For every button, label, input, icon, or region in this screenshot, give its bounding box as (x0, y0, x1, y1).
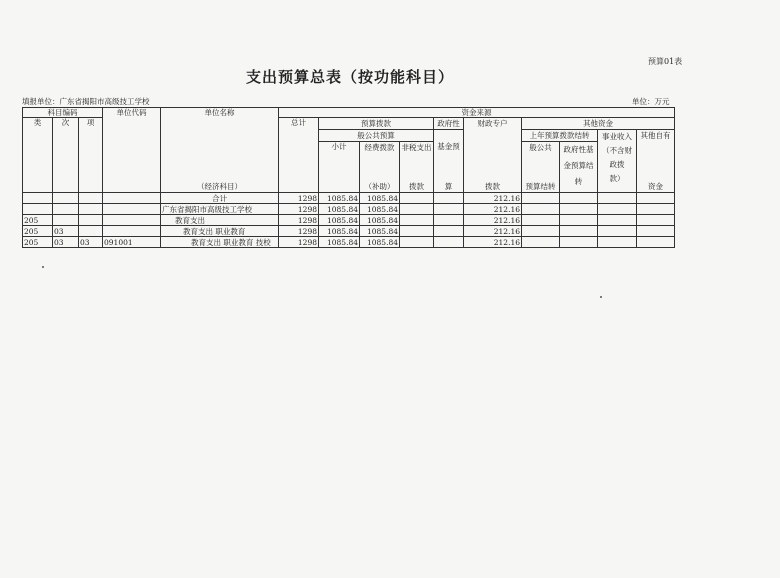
currency-unit: 单位：万元 (632, 97, 670, 106)
prior-general-public-header (522, 142, 560, 193)
gov-fund-small-label-1: 政府性基 (563, 145, 594, 154)
subject-kuan-cell (53, 215, 79, 226)
nontax-cell (400, 215, 434, 226)
subject-xiang-cell (79, 193, 103, 204)
economic-appropriation-cell: 1085.84 (360, 237, 400, 248)
gov-fund-label-3: 算 (444, 182, 453, 191)
total-cell: 1298 (279, 204, 319, 215)
unit-name-cell: 教育支出 (161, 215, 279, 226)
fiscal-special-header (464, 118, 522, 193)
prior-general-public-cell (522, 193, 560, 204)
subject-kuan-cell (53, 193, 79, 204)
unit-code-cell (103, 215, 161, 226)
business-income-label-1: 事业收入 (602, 132, 632, 141)
other-income-cell (637, 237, 675, 248)
page-title: 支出预算总表（按功能科目） (245, 68, 454, 86)
econ-subject-label: （经济科目） (197, 182, 242, 191)
table-row (23, 204, 675, 215)
subject-code-header: 科目编码 (23, 108, 103, 118)
gov-fund-cell (434, 193, 464, 204)
subtotal-cell: 1085.84 (319, 193, 360, 204)
other-income-cell (637, 204, 675, 215)
prior-year-balance-header: 上年预算拨款结转 (522, 130, 598, 142)
data-rows (23, 193, 675, 248)
gov-fund-small-label-2: 金预算结 (563, 161, 594, 170)
unit-code-cell (103, 226, 161, 237)
general-public-budget-header: 般公共预算 (319, 130, 434, 142)
subject-xiang-cell (79, 204, 103, 215)
gov-fund-small-label-3: 转 (574, 177, 583, 186)
business-income-cell (598, 204, 637, 215)
fiscal-special-label: 财政专户 (477, 119, 508, 128)
table-row (23, 193, 675, 204)
unit-code-cell: 091001 (103, 237, 161, 248)
economic-appropriation-cell: 1085.84 (360, 226, 400, 237)
header-row-1 (23, 108, 675, 118)
page-code: 预算01表 (648, 57, 683, 66)
gov-fund-cell (434, 204, 464, 215)
subtotal-header: 小计 (319, 142, 360, 193)
reporting-unit: 填报单位：广东省揭阳市高级技工学校 (22, 97, 150, 106)
subsidy-label: （补助） (364, 182, 395, 191)
subtotal-cell: 1085.84 (319, 237, 360, 248)
subject-lei-cell (23, 204, 53, 215)
fiscal-special-cell: 212.16 (464, 193, 522, 204)
other-funds-header: 其他资金 (522, 118, 675, 130)
gov-fund-label-2: 基金预 (437, 142, 460, 151)
total-cell: 1298 (279, 226, 319, 237)
fiscal-special-cell: 212.16 (464, 204, 522, 215)
prior-general-public-cell (522, 237, 560, 248)
business-income-label-4: 款） (609, 174, 625, 183)
fund-source-header: 资金来源 (279, 108, 675, 118)
budget-balance-label: 预算结转 (525, 182, 556, 191)
unit-name-cell: 教育支出 职业教育 技校 (161, 237, 279, 248)
subject-xiang-cell (79, 215, 103, 226)
kuan-header: 次 (53, 118, 79, 193)
economic-appropriation-header (360, 142, 400, 193)
nontax-cell (400, 237, 434, 248)
table-row (23, 215, 675, 226)
economic-appropriation-cell: 1085.84 (360, 215, 400, 226)
budget-table (22, 107, 675, 248)
economic-appropriation-cell: 1085.84 (360, 204, 400, 215)
prior-gov-fund-cell (560, 193, 598, 204)
scan-speck (600, 296, 602, 298)
fiscal-special-cell: 212.16 (464, 215, 522, 226)
total-header: 总计 (279, 118, 319, 193)
business-income-cell (598, 215, 637, 226)
economic-appropriation-label: 经费拨款 (364, 143, 395, 152)
budget-appropriation-header: 预算拨款 (319, 118, 434, 130)
table-row (23, 237, 675, 248)
business-income-cell (598, 193, 637, 204)
nontax-cell (400, 193, 434, 204)
subtotal-cell: 1085.84 (319, 226, 360, 237)
prior-general-public-cell (522, 215, 560, 226)
prior-general-public-cell (522, 226, 560, 237)
gov-fund-cell (434, 237, 464, 248)
subject-lei-cell: 205 (23, 226, 53, 237)
prior-general-public-cell (522, 204, 560, 215)
subject-lei-cell: 205 (23, 215, 53, 226)
nontax-cell (400, 226, 434, 237)
prior-gov-fund-header (560, 142, 598, 193)
subject-kuan-cell: 03 (53, 226, 79, 237)
nontax-cell (400, 204, 434, 215)
unit-code-cell (103, 193, 161, 204)
prior-gov-fund-cell (560, 204, 598, 215)
general-public-small-label: 般公共 (529, 143, 552, 152)
business-income-label-2: （不含财 (602, 146, 632, 155)
business-income-cell (598, 226, 637, 237)
unit-code-header: 单位代码 (103, 108, 161, 193)
total-cell: 1298 (279, 237, 319, 248)
xiang-header: 项 (79, 118, 103, 193)
economic-appropriation-cell: 1085.84 (360, 193, 400, 204)
prior-gov-fund-cell (560, 215, 598, 226)
gov-fund-cell (434, 226, 464, 237)
total-cell: 1298 (279, 193, 319, 204)
subject-lei-cell (23, 193, 53, 204)
subject-xiang-cell (79, 226, 103, 237)
unit-name-cell: 广东省揭阳市高级技工学校 (161, 204, 279, 215)
subtotal-cell: 1085.84 (319, 215, 360, 226)
subject-xiang-cell: 03 (79, 237, 103, 248)
unit-name-cell: 合计 (161, 193, 279, 204)
gov-fund-cell (434, 215, 464, 226)
unit-name-label: 单位名称 (204, 108, 235, 117)
other-income-label-top: 其他自有 (640, 131, 671, 140)
other-income-header (637, 130, 675, 193)
prior-gov-fund-cell (560, 237, 598, 248)
scan-speck (42, 266, 44, 268)
business-income-cell (598, 237, 637, 248)
subject-lei-cell: 205 (23, 237, 53, 248)
lei-header: 类 (23, 118, 53, 193)
gov-fund-header (434, 130, 464, 193)
nontax-label-top: 非税支出 (401, 143, 432, 152)
nontax-label-bottom: 拨款 (409, 182, 424, 191)
gov-fund-header-top: 政府性 (434, 118, 464, 130)
subtotal-cell: 1085.84 (319, 204, 360, 215)
unit-name-header (161, 108, 279, 193)
total-cell: 1298 (279, 215, 319, 226)
fiscal-special-cell: 212.16 (464, 237, 522, 248)
unit-name-cell: 教育支出 职业教育 (161, 226, 279, 237)
nontax-header (400, 142, 434, 193)
fiscal-special-cell: 212.16 (464, 226, 522, 237)
prior-gov-fund-cell (560, 226, 598, 237)
subject-kuan-cell (53, 204, 79, 215)
other-income-cell (637, 193, 675, 204)
subject-kuan-cell: 03 (53, 237, 79, 248)
business-income-header (598, 130, 637, 193)
other-income-label-bottom: 资金 (648, 182, 663, 191)
business-income-label-3: 政拨 (609, 160, 625, 169)
other-income-cell (637, 215, 675, 226)
table-row (23, 226, 675, 237)
unit-code-cell (103, 204, 161, 215)
other-income-cell (637, 226, 675, 237)
fiscal-special-bottom-label: 拨款 (485, 182, 500, 191)
